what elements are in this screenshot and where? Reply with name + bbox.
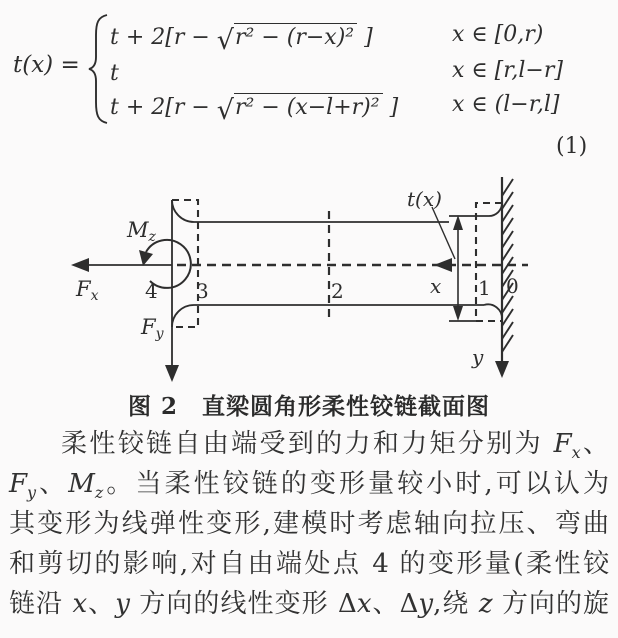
node-label-3: 3 bbox=[196, 279, 209, 303]
left-clamp-dashed-outline bbox=[172, 200, 198, 327]
fillet-bottom-right bbox=[484, 304, 502, 319]
math-subscript: x bbox=[571, 443, 581, 463]
equation-row-1-post: ] bbox=[357, 25, 373, 50]
text-run: 、 bbox=[87, 589, 116, 619]
text-run: 、Δ bbox=[371, 589, 419, 619]
body-paragraph bbox=[0, 424, 618, 624]
text-run: 。当柔性铰链的变形量较小时,可以认为 bbox=[103, 469, 609, 499]
math-symbol: M bbox=[68, 469, 95, 499]
fy-arrowhead-icon bbox=[165, 365, 179, 382]
paragraph-line-2 bbox=[9, 464, 609, 504]
node-label-1: 1 bbox=[478, 276, 491, 300]
equation-lhs: t(x) = bbox=[13, 52, 88, 78]
text-run: 其变形为线弹性变形,建模时考虑轴向拉压、弯曲 bbox=[9, 509, 609, 539]
node-label-2: 2 bbox=[331, 279, 344, 303]
mz-label-sub: z bbox=[148, 229, 156, 245]
fy-label-sub: y bbox=[155, 326, 164, 342]
equation-block bbox=[0, 0, 618, 172]
text-run: 、 bbox=[36, 469, 69, 499]
math-symbol: x bbox=[72, 589, 88, 619]
fy-label-main: F bbox=[141, 315, 156, 339]
math-symbol: F bbox=[9, 469, 28, 499]
math-symbol: z bbox=[478, 589, 493, 619]
paragraph-line-4 bbox=[9, 544, 609, 584]
figure-caption bbox=[0, 388, 618, 421]
math-symbol: x bbox=[356, 589, 372, 619]
fillet-top-left bbox=[172, 200, 194, 222]
math-subscript: y bbox=[27, 483, 37, 503]
paragraph-line-1 bbox=[9, 424, 609, 464]
y-axis-arrowhead-icon bbox=[495, 361, 509, 378]
paragraph-line-3 bbox=[9, 504, 609, 544]
mz-label-main: M bbox=[127, 218, 149, 242]
equation-row-1 bbox=[110, 18, 373, 56]
math-symbol: F bbox=[553, 429, 572, 459]
equation-row-2 bbox=[110, 54, 119, 86]
figure-caption-number: 图 2 bbox=[127, 393, 178, 420]
text-run: 方向的线性变形 Δ bbox=[129, 589, 357, 619]
fx-label-sub: x bbox=[90, 288, 99, 304]
tx-dim-down-arrowhead-icon bbox=[453, 306, 463, 321]
x-axis-label: x bbox=[430, 274, 442, 298]
right-clamp-dashed-outline bbox=[476, 203, 502, 321]
equation-row-2-pre: t bbox=[110, 61, 119, 86]
fillet-top-right bbox=[489, 203, 502, 216]
fx-label bbox=[75, 277, 99, 304]
text-run: 链沿 bbox=[9, 589, 73, 619]
tx-leader-line bbox=[432, 207, 455, 259]
text-run: 和剪切的影响,对自由端处点 4 的变形量(柔性铰 bbox=[9, 549, 609, 579]
fy-label bbox=[140, 315, 165, 342]
math-symbol: y bbox=[115, 589, 130, 619]
equation-condition-2: x ∈ [r,l−r] bbox=[452, 58, 563, 83]
equation-row-3-pre: t + 2[r − bbox=[110, 95, 217, 120]
figure-caption-title: 直梁圆角形柔性铰链截面图 bbox=[202, 393, 490, 420]
paragraph-line-5 bbox=[9, 584, 609, 624]
math-subscript: z bbox=[94, 483, 104, 503]
equation-condition-1: x ∈ [0,r) bbox=[452, 22, 544, 47]
node-label-4: 4 bbox=[145, 279, 158, 303]
fillet-bottom-left bbox=[172, 305, 194, 327]
fx-label-main: F bbox=[76, 277, 91, 301]
text-run: ,绕 bbox=[433, 589, 479, 619]
x-axis-arrowhead-icon bbox=[434, 258, 452, 272]
text-run: 方向的旋 bbox=[492, 589, 610, 619]
radical-sign: √ bbox=[216, 25, 234, 56]
equation-number: (1) bbox=[556, 134, 588, 159]
tx-dim-up-arrowhead-icon bbox=[453, 215, 463, 230]
fx-arrowhead-icon bbox=[71, 258, 89, 272]
equation-row-3-post: ] bbox=[382, 95, 399, 120]
radicand: r² − (r−x)² bbox=[234, 23, 357, 50]
radical-sign: √ bbox=[216, 95, 234, 126]
tx-label: t(x) bbox=[407, 187, 442, 211]
equation-row-3 bbox=[110, 88, 399, 126]
text-run: 柔性铰链自由端受到的力和力矩分别为 bbox=[61, 429, 554, 459]
figure-diagram bbox=[0, 172, 618, 386]
math-symbol: y bbox=[418, 589, 434, 619]
mz-arrowhead-icon bbox=[139, 250, 153, 266]
node-label-0: 0 bbox=[506, 274, 519, 298]
mz-label bbox=[126, 218, 157, 245]
equation-condition-3: x ∈ (l−r,l] bbox=[452, 92, 560, 117]
radicand: r² − (x−l+r)² bbox=[234, 93, 383, 120]
y-axis-label: y bbox=[472, 345, 484, 369]
equation-row-1-pre: t + 2[r − bbox=[110, 25, 217, 50]
text-run: 、 bbox=[580, 429, 609, 459]
